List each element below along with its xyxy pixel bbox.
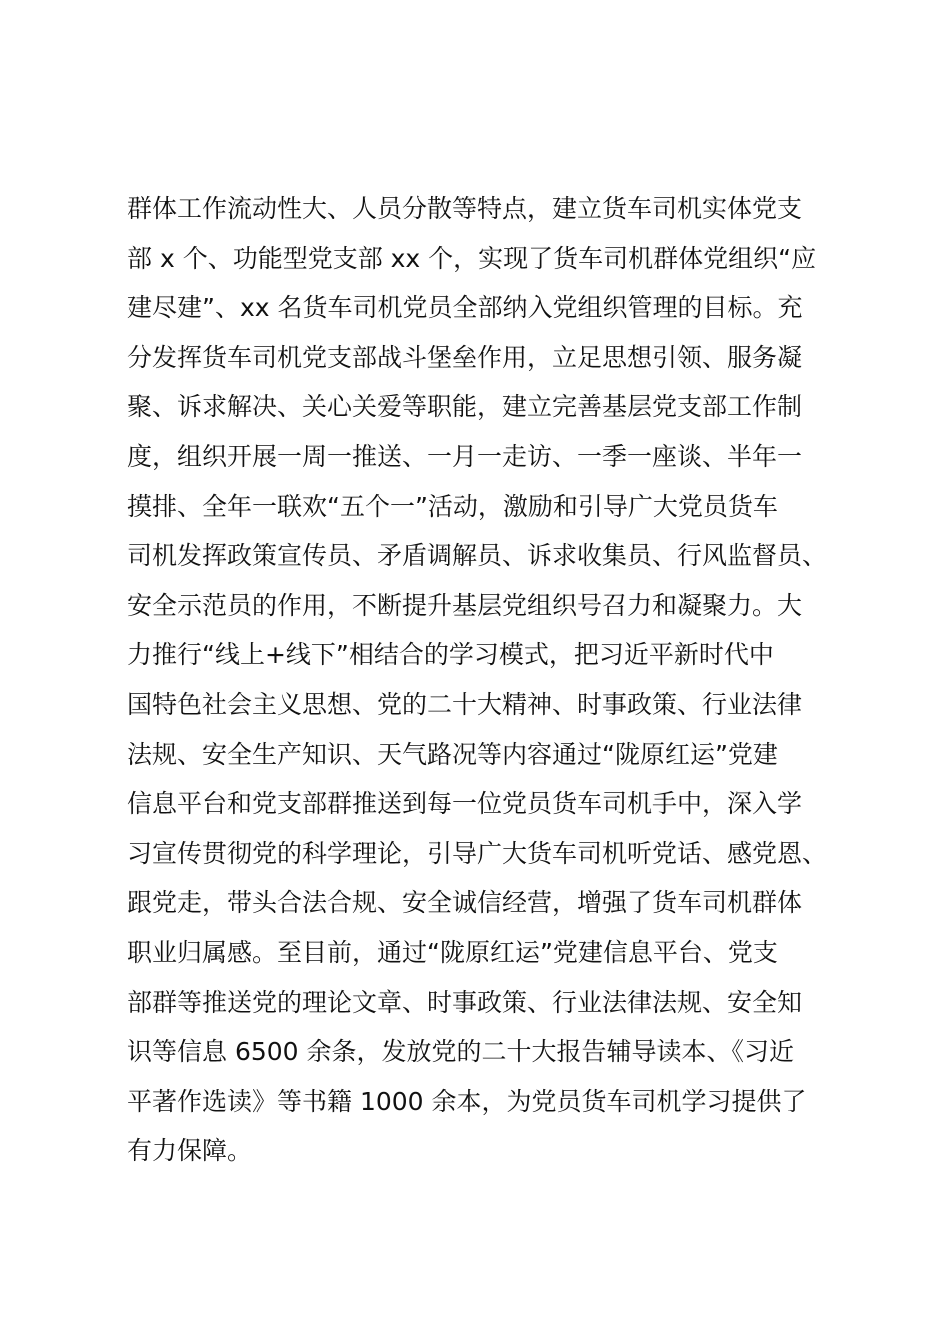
paragraph-line: 部群等推送党的理论文章、时事政策、行业法律法规、安全知 bbox=[127, 987, 803, 1017]
paragraph-line: 国特色社会主义思想、党的二十大精神、时事政策、行业法律 bbox=[127, 689, 803, 719]
paragraph-line: 法规、安全生产知识、天气路况等内容通过“陇原红运”党建 bbox=[127, 739, 778, 769]
paragraph-line: 部 x 个、功能型党支部 xx 个，实现了货车司机群体党组织“应 bbox=[127, 243, 817, 273]
paragraph-line: 力推行“线上+线下”相结合的学习模式，把习近平新时代中 bbox=[127, 640, 774, 670]
paragraph-line: 识等信息 6500 余条，发放党的二十大报告辅导读本、《习近 bbox=[127, 1037, 795, 1067]
paragraph-line: 职业归属感。至目前，通过“陇原红运”党建信息平台、党支 bbox=[127, 937, 778, 967]
paragraph-line: 群体工作流动性大、人员分散等特点，建立货车司机实体党支 bbox=[127, 194, 803, 223]
paragraph-line: 分发挥货车司机党支部战斗堡垒作用，立足思想引领、服务凝 bbox=[127, 342, 803, 372]
paragraph-line: 聚、诉求解决、关心关爱等职能，建立完善基层党支部工作制 bbox=[127, 392, 803, 422]
paragraph-line: 安全示范员的作用，不断提升基层党组织号召力和凝聚力。大 bbox=[127, 590, 803, 620]
paragraph-line: 建尽建”、xx 名货车司机党员全部纳入党组织管理的目标。充 bbox=[127, 293, 803, 323]
paragraph-line: 跟党走，带头合法合规、安全诚信经营，增强了货车司机群体 bbox=[127, 888, 803, 918]
paragraph-line: 信息平台和党支部群推送到每一位党员货车司机手中，深入学 bbox=[127, 789, 803, 819]
paragraph-line: 习宣传贯彻党的科学理论，引导广大货车司机听党话、感党恩、 bbox=[127, 838, 828, 868]
paragraph-line: 摸排、全年一联欢“五个一”活动，激励和引导广大党员货车 bbox=[127, 491, 778, 521]
body-paragraph bbox=[127, 184, 847, 1176]
paragraph-line: 度，组织开展一周一推送、一月一走访、一季一座谈、半年一 bbox=[127, 441, 803, 471]
paragraph-line: 司机发挥政策宣传员、矛盾调解员、诉求收集员、行风监督员、 bbox=[127, 541, 828, 571]
paragraph-line: 有力保障。 bbox=[127, 1136, 253, 1166]
paragraph-line: 平著作选读》等书籍 1000 余本，为党员货车司机学习提供了 bbox=[127, 1086, 807, 1116]
